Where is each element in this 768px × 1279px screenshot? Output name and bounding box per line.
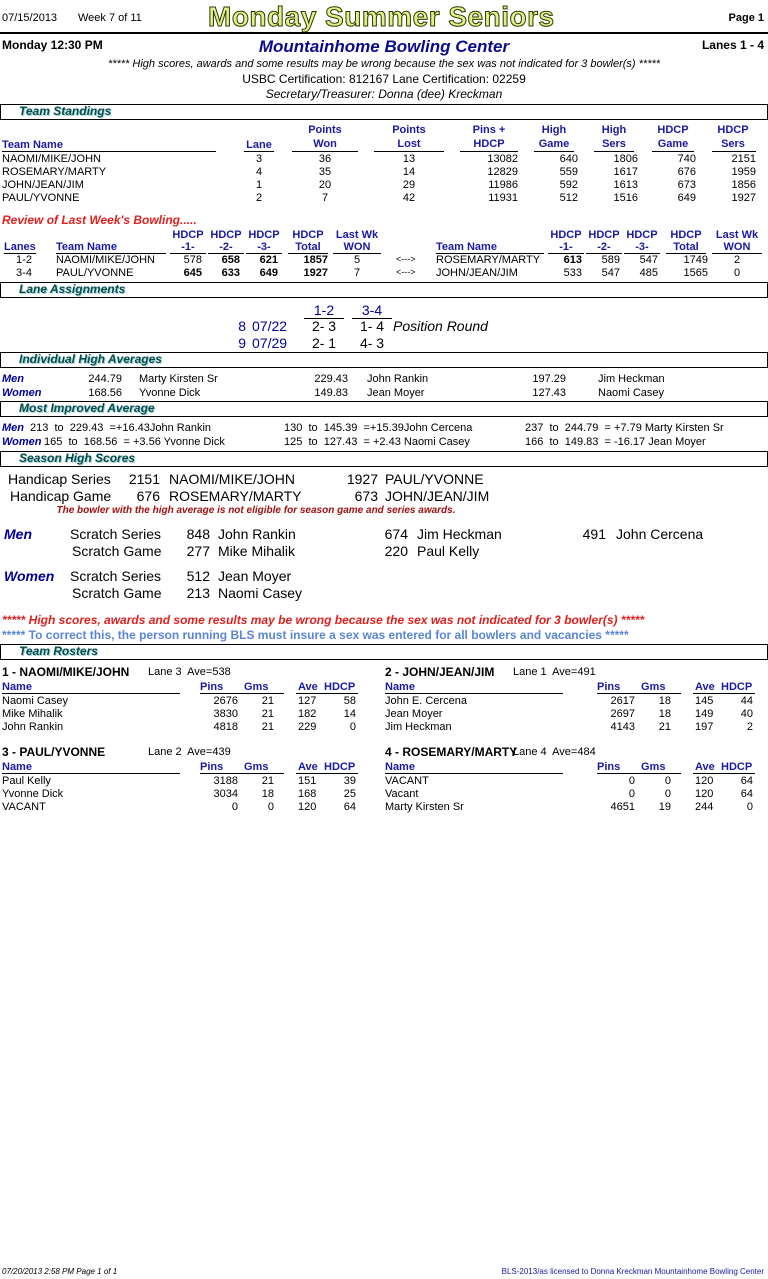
roster-col-name: Name bbox=[385, 681, 563, 694]
team-standings-header: Team Standings bbox=[0, 104, 768, 120]
roster-player-games: 0 bbox=[664, 788, 671, 800]
standings-hdcp-game: 673 bbox=[677, 179, 696, 191]
standings-points-won: 35 bbox=[318, 166, 332, 178]
standings-hdcp-sers: 2151 bbox=[731, 153, 756, 165]
roster-team-meta: Lane 2 Ave=439 bbox=[148, 746, 231, 758]
roster-team-meta: Lane 4 Ave=484 bbox=[513, 746, 596, 758]
review-col-total-left: Total bbox=[288, 241, 328, 254]
roster-player-hdcp: 39 bbox=[343, 775, 356, 787]
col-team-name: Team Name bbox=[2, 139, 63, 151]
review-lanes: 3-4 bbox=[16, 267, 32, 279]
standings-hdcp-game: 740 bbox=[677, 153, 696, 165]
review-left-team: NAOMI/MIKE/JOHN bbox=[56, 254, 156, 266]
review-col-hdcp-right: HDCP bbox=[626, 229, 658, 241]
standings-team-name: JOHN/JEAN/JIM bbox=[2, 179, 84, 191]
footer-printed: 07/20/2013 2:58 PM Page 1 of 1 bbox=[2, 1267, 118, 1276]
roster-player-pins: 0 bbox=[628, 788, 635, 800]
roster-team-title: 4 - ROSEMARY/MARTY bbox=[385, 745, 518, 759]
roster-player-name: Yvonne Dick bbox=[2, 788, 64, 800]
roster-team-title: 3 - PAUL/YVONNE bbox=[2, 745, 106, 759]
review-col-hdcp-total-left: HDCP bbox=[292, 229, 324, 241]
roster-player-average: 182 bbox=[298, 708, 317, 720]
roster-player-pins: 0 bbox=[628, 775, 635, 787]
roster-player-name: John E. Cercena bbox=[385, 695, 467, 707]
roster-player-average: 120 bbox=[695, 788, 714, 800]
col-lane: Lane bbox=[246, 139, 272, 151]
roster-player-hdcp: 0 bbox=[746, 801, 753, 813]
sex-warning: ***** High scores, awards and some results may be wrong because the sex was not indicated for 3 bowler(s) ***** bbox=[2, 613, 645, 627]
review-col-game-right: -1- bbox=[548, 241, 584, 254]
lane-week: 9 bbox=[238, 335, 246, 351]
standings-points-lost: 29 bbox=[402, 179, 416, 191]
roster-player-hdcp: 40 bbox=[740, 708, 753, 720]
standings-hdcp-game: 649 bbox=[677, 192, 696, 204]
roster-col-name: Name bbox=[2, 681, 180, 694]
hdcp-series-team-2: PAUL/YVONNE bbox=[385, 471, 484, 487]
roster-team-title: 1 - NAOMI/MIKE/JOHN bbox=[2, 665, 130, 679]
review-col-hdcp-left: HDCP bbox=[210, 229, 242, 241]
review-right-won: 2 bbox=[733, 254, 741, 266]
men-scratch-game-label: Scratch Game bbox=[72, 543, 162, 559]
col-hdcp-game-1: HDCP bbox=[657, 124, 689, 136]
col-hdcp-sers-2: Sers bbox=[721, 138, 745, 150]
high-avg-value: 149.83 bbox=[314, 387, 348, 399]
roster-player-name: Jim Heckman bbox=[385, 721, 452, 733]
roster-player-hdcp: 58 bbox=[343, 695, 356, 707]
standings-points-won: 7 bbox=[321, 192, 329, 204]
roster-col-gms: Gms bbox=[244, 681, 269, 693]
col-high-sers-2: Sers bbox=[602, 138, 626, 150]
lanes-range: Lanes 1 - 4 bbox=[701, 38, 764, 52]
standings-team-name: ROSEMARY/MARTY bbox=[2, 166, 107, 178]
men-scratch-game-score: 277 bbox=[186, 543, 210, 559]
roster-player-pins: 2617 bbox=[610, 695, 635, 707]
col-high-sers-1: High bbox=[601, 124, 627, 136]
review-right-game-3: 547 bbox=[639, 254, 658, 266]
review-col-hdcp-right: HDCP bbox=[588, 229, 620, 241]
standings-hdcp-sers: 1856 bbox=[731, 179, 756, 191]
high-avg-name: Marty Kirsten Sr bbox=[139, 373, 218, 385]
review-vs-arrow: <---> bbox=[396, 254, 416, 264]
secretary: Secretary/Treasurer: Donna (dee) Kreckman bbox=[265, 87, 503, 101]
season-women-label: Women bbox=[4, 568, 55, 584]
review-right-game-2: 589 bbox=[601, 254, 620, 266]
high-avg-women-label: Women bbox=[2, 387, 42, 399]
hdcp-series-label: Handicap Series bbox=[8, 471, 111, 487]
roster-player-hdcp: 14 bbox=[343, 708, 356, 720]
lane-col-1-2: 1-2 bbox=[304, 302, 344, 319]
review-col-won-right: WON bbox=[712, 241, 762, 254]
roster-player-pins: 2676 bbox=[213, 695, 238, 707]
roster-player-average: 197 bbox=[695, 721, 714, 733]
men-scratch-series-bowler: Jim Heckman bbox=[417, 526, 502, 542]
roster-player-name: VACANT bbox=[2, 801, 46, 813]
roster-player-average: 149 bbox=[695, 708, 714, 720]
col-hdcp-sers-1: HDCP bbox=[717, 124, 749, 136]
roster-col-pins: Pins bbox=[597, 681, 621, 693]
roster-player-average: 244 bbox=[695, 801, 714, 813]
standings-lane: 3 bbox=[255, 153, 263, 165]
standings-pins-hdcp: 12829 bbox=[487, 166, 518, 178]
review-col-game-left: -2- bbox=[208, 241, 244, 254]
roster-player-average: 127 bbox=[298, 695, 317, 707]
roster-player-hdcp: 0 bbox=[349, 721, 356, 733]
review-right-total: 1749 bbox=[683, 254, 708, 266]
review-right-team: JOHN/JEAN/JIM bbox=[436, 267, 518, 279]
roster-player-pins: 3188 bbox=[213, 775, 238, 787]
improved-entry: 213 to 229.43 =+16.43John Rankin bbox=[30, 422, 212, 434]
most-improved-header: Most Improved Average bbox=[0, 401, 768, 417]
women-scratch-series-bowler: Jean Moyer bbox=[218, 568, 292, 584]
review-col-team-left: Team Name bbox=[56, 241, 117, 253]
roster-player-games: 21 bbox=[261, 695, 274, 707]
standings-points-lost: 13 bbox=[402, 153, 416, 165]
roster-player-average: 168 bbox=[298, 788, 317, 800]
col-points-lost-2: Lost bbox=[397, 138, 421, 150]
high-avg-value: 168.56 bbox=[88, 387, 122, 399]
standings-points-lost: 42 bbox=[402, 192, 416, 204]
league-title: Monday Summer Seniors bbox=[208, 1, 555, 32]
roster-player-average: 120 bbox=[695, 775, 714, 787]
lane-pair-3-4: 1- 4 bbox=[359, 318, 385, 334]
improved-entry: 130 to 145.39 =+15.39John Cercena bbox=[284, 422, 473, 434]
high-avg-name: John Rankin bbox=[367, 373, 429, 385]
roster-player-pins: 2697 bbox=[610, 708, 635, 720]
lane-assignments-header: Lane Assignments bbox=[0, 282, 768, 298]
roster-col-pins: Pins bbox=[200, 681, 224, 693]
roster-player-games: 18 bbox=[658, 695, 671, 707]
col-high-game-1: High bbox=[541, 124, 567, 136]
review-col-game-left: -3- bbox=[246, 241, 282, 254]
footer-license: BLS-2013/as licensed to Donna Kreckman Mountainhome Bowling Center bbox=[501, 1267, 764, 1276]
standings-lane: 4 bbox=[255, 166, 263, 178]
col-hdcp-game-2: Game bbox=[657, 138, 689, 150]
review-col-game-right: -2- bbox=[586, 241, 622, 254]
review-right-game-1: 533 bbox=[563, 267, 582, 279]
season-high-header: Season High Scores bbox=[0, 451, 768, 467]
hdcp-series-score-1: 2151 bbox=[128, 471, 160, 487]
high-avg-value: 244.79 bbox=[88, 373, 122, 385]
team-rosters-header: Team Rosters bbox=[0, 644, 768, 660]
warning-text: ***** High scores, awards and some results may be wrong because the sex was not indicated for 3 bowler(s) ***** bbox=[107, 58, 661, 70]
review-right-game-1: 613 bbox=[563, 254, 582, 266]
standings-points-won: 20 bbox=[318, 179, 332, 191]
roster-player-average: 151 bbox=[298, 775, 317, 787]
hdcp-game-score-2: 673 bbox=[354, 488, 378, 504]
day-time: Monday 12:30 PM bbox=[2, 38, 103, 52]
roster-col-pins: Pins bbox=[200, 761, 224, 773]
high-avg-name: Naomi Casey bbox=[598, 387, 665, 399]
men-scratch-series-score: 491 bbox=[582, 526, 606, 542]
standings-lane: 1 bbox=[255, 179, 263, 191]
roster-player-games: 0 bbox=[267, 801, 274, 813]
men-scratch-series-label: Scratch Series bbox=[70, 526, 162, 542]
standings-high-sers: 1617 bbox=[613, 166, 638, 178]
review-left-total: 1927 bbox=[303, 267, 328, 279]
roster-player-games: 21 bbox=[658, 721, 671, 733]
standings-high-sers: 1806 bbox=[613, 153, 638, 165]
high-avg-name: Jean Moyer bbox=[367, 387, 425, 399]
roster-col-hdcp: HDCP bbox=[324, 681, 356, 693]
men-scratch-series-score: 848 bbox=[186, 526, 210, 542]
improved-men-label: Men bbox=[2, 422, 24, 434]
roster-player-name: Paul Kelly bbox=[2, 775, 51, 787]
improved-entry: 166 to 149.83 = -16.17 Jean Moyer bbox=[525, 436, 706, 448]
review-left-game-3: 621 bbox=[259, 254, 278, 266]
standings-high-sers: 1613 bbox=[613, 179, 638, 191]
high-avg-value: 229.43 bbox=[314, 373, 348, 385]
review-title: Review of Last Week's Bowling..... bbox=[2, 213, 197, 227]
review-right-team: ROSEMARY/MARTY bbox=[436, 254, 541, 266]
review-col-lastwk-left: Last Wk bbox=[335, 229, 379, 241]
review-right-total: 1565 bbox=[683, 267, 708, 279]
standings-lane: 2 bbox=[255, 192, 263, 204]
roster-player-pins: 4143 bbox=[610, 721, 635, 733]
roster-player-name: John Rankin bbox=[2, 721, 64, 733]
roster-player-name: Marty Kirsten Sr bbox=[385, 801, 464, 813]
improved-entry: 165 to 168.56 = +3.56 Yvonne Dick bbox=[44, 436, 225, 448]
roster-team-meta: Lane 3 Ave=538 bbox=[148, 666, 231, 678]
col-pins-1: Pins + bbox=[472, 124, 506, 136]
standings-points-won: 36 bbox=[318, 153, 332, 165]
review-left-game-2: 633 bbox=[221, 267, 240, 279]
roster-player-hdcp: 44 bbox=[740, 695, 753, 707]
roster-player-hdcp: 64 bbox=[343, 801, 356, 813]
review-left-team: PAUL/YVONNE bbox=[56, 267, 134, 279]
roster-player-hdcp: 25 bbox=[343, 788, 356, 800]
improved-women-label: Women bbox=[2, 436, 42, 448]
season-men-label: Men bbox=[4, 526, 32, 542]
roster-player-name: Vacant bbox=[385, 788, 419, 800]
men-scratch-game-bowler: Mike Mihalik bbox=[218, 543, 296, 559]
review-left-game-1: 645 bbox=[183, 267, 202, 279]
roster-player-games: 0 bbox=[664, 775, 671, 787]
review-vs-arrow: <---> bbox=[396, 267, 416, 277]
roster-col-hdcp: HDCP bbox=[721, 681, 753, 693]
women-scratch-game-label: Scratch Game bbox=[72, 585, 162, 601]
standings-hdcp-sers: 1959 bbox=[731, 166, 756, 178]
hdcp-game-label: Handicap Game bbox=[10, 488, 112, 504]
standings-pins-hdcp: 11931 bbox=[488, 192, 518, 204]
improved-entry: 125 to 127.43 = +2.43 Naomi Casey bbox=[284, 436, 470, 448]
review-left-won: 5 bbox=[353, 254, 361, 266]
review-col-total-right: Total bbox=[666, 241, 706, 254]
roster-player-games: 21 bbox=[261, 775, 274, 787]
standings-high-sers: 1516 bbox=[613, 192, 638, 204]
review-col-hdcp-left: HDCP bbox=[172, 229, 204, 241]
men-scratch-series-bowler: John Rankin bbox=[218, 526, 296, 542]
high-avg-value: 197.29 bbox=[532, 373, 566, 385]
hdcp-series-score-2: 1927 bbox=[346, 471, 378, 487]
standings-pins-hdcp: 11986 bbox=[488, 179, 518, 191]
review-col-lanes: Lanes bbox=[4, 241, 36, 253]
review-col-won-left: WON bbox=[333, 241, 381, 254]
correct-notice: ***** To correct this, the person running BLS must insure a sex was entered for all bowlers and vacancies ***** bbox=[2, 628, 629, 642]
lane-date: 07/22 bbox=[252, 318, 288, 334]
women-scratch-series-label: Scratch Series bbox=[70, 568, 162, 584]
standings-high-game: 512 bbox=[559, 192, 578, 204]
col-points-won-1: Points bbox=[308, 124, 342, 136]
roster-player-hdcp: 2 bbox=[746, 721, 753, 733]
women-scratch-series-score: 512 bbox=[186, 568, 210, 584]
hdcp-game-team-2: JOHN/JEAN/JIM bbox=[385, 488, 490, 504]
high-avg-men-label: Men bbox=[2, 373, 24, 385]
women-scratch-game-bowler: Naomi Casey bbox=[218, 585, 303, 601]
lane-note: Position Round bbox=[393, 318, 488, 334]
roster-col-ave: Ave bbox=[695, 761, 715, 773]
roster-col-name: Name bbox=[385, 761, 563, 774]
roster-player-name: Mike Mihalik bbox=[2, 708, 63, 720]
high-avg-name: Yvonne Dick bbox=[139, 387, 201, 399]
lane-col-3-4: 3-4 bbox=[352, 302, 392, 319]
roster-player-games: 18 bbox=[261, 788, 274, 800]
roster-player-pins: 4651 bbox=[610, 801, 635, 813]
improved-entry: 237 to 244.79 = +7.79 Marty Kirsten Sr bbox=[525, 422, 724, 434]
roster-player-pins: 3830 bbox=[213, 708, 238, 720]
men-scratch-series-bowler: John Cercena bbox=[616, 526, 704, 542]
high-avg-value: 127.43 bbox=[532, 387, 566, 399]
roster-player-average: 120 bbox=[298, 801, 317, 813]
roster-player-name: Naomi Casey bbox=[2, 695, 69, 707]
review-col-game-right: -3- bbox=[624, 241, 660, 254]
standings-team-name: PAUL/YVONNE bbox=[2, 192, 80, 204]
roster-team-title: 2 - JOHN/JEAN/JIM bbox=[385, 665, 495, 679]
review-right-game-2: 547 bbox=[601, 267, 620, 279]
standings-hdcp-game: 676 bbox=[677, 166, 696, 178]
roster-player-games: 19 bbox=[658, 801, 671, 813]
col-points-lost-1: Points bbox=[392, 124, 426, 136]
women-scratch-game-score: 213 bbox=[186, 585, 210, 601]
review-left-game-2: 658 bbox=[221, 254, 240, 266]
roster-col-name: Name bbox=[2, 761, 180, 774]
men-scratch-game-bowler: Paul Kelly bbox=[417, 543, 480, 559]
review-left-won: 7 bbox=[353, 267, 361, 279]
review-col-hdcp-left: HDCP bbox=[248, 229, 280, 241]
lane-pair-1-2: 2- 3 bbox=[311, 318, 337, 334]
roster-player-hdcp: 64 bbox=[740, 788, 753, 800]
hdcp-game-score-1: 676 bbox=[136, 488, 160, 504]
col-high-game-2: Game bbox=[538, 138, 570, 150]
roster-col-ave: Ave bbox=[298, 681, 318, 693]
center-name: Mountainhome Bowling Center bbox=[258, 37, 510, 56]
standings-high-game: 592 bbox=[559, 179, 578, 191]
roster-col-pins: Pins bbox=[597, 761, 621, 773]
roster-player-games: 18 bbox=[658, 708, 671, 720]
standings-high-game: 640 bbox=[559, 153, 578, 165]
roster-player-pins: 4818 bbox=[213, 721, 238, 733]
report-date: 07/15/2013 bbox=[2, 12, 58, 24]
roster-col-ave: Ave bbox=[695, 681, 715, 693]
roster-player-games: 21 bbox=[261, 721, 274, 733]
lane-week: 8 bbox=[238, 318, 246, 334]
col-pins-2: HDCP bbox=[473, 138, 505, 150]
roster-player-name: Jean Moyer bbox=[385, 708, 443, 720]
roster-col-gms: Gms bbox=[641, 681, 666, 693]
roster-col-ave: Ave bbox=[298, 761, 318, 773]
high-avg-name: Jim Heckman bbox=[598, 373, 665, 385]
roster-player-name: VACANT bbox=[385, 775, 429, 787]
ineligible-note: The bowler with the high average is not eligible for season game and series awards. bbox=[56, 505, 456, 516]
review-col-team-right: Team Name bbox=[436, 241, 497, 253]
lane-date: 07/29 bbox=[252, 335, 288, 351]
high-averages-header: Individual High Averages bbox=[0, 352, 768, 368]
roster-col-gms: Gms bbox=[641, 761, 666, 773]
header-rule bbox=[0, 32, 768, 34]
roster-team-meta: Lane 1 Ave=491 bbox=[513, 666, 596, 678]
review-lanes: 1-2 bbox=[16, 254, 32, 266]
review-col-lastwk-right: Last Wk bbox=[715, 229, 759, 241]
standings-team-name: NAOMI/MIKE/JOHN bbox=[2, 153, 102, 165]
standings-hdcp-sers: 1927 bbox=[731, 192, 756, 204]
page-number: Page 1 bbox=[728, 12, 764, 24]
review-right-game-3: 485 bbox=[639, 267, 658, 279]
review-left-game-1: 578 bbox=[183, 254, 202, 266]
lane-pair-3-4: 4- 3 bbox=[359, 335, 385, 351]
roster-player-average: 229 bbox=[298, 721, 317, 733]
men-scratch-series-score: 674 bbox=[384, 526, 408, 542]
review-right-won: 0 bbox=[733, 267, 741, 279]
roster-player-pins: 3034 bbox=[213, 788, 238, 800]
standings-points-lost: 14 bbox=[402, 166, 416, 178]
roster-col-gms: Gms bbox=[244, 761, 269, 773]
review-left-game-3: 649 bbox=[259, 267, 278, 279]
roster-player-pins: 0 bbox=[231, 801, 238, 813]
hdcp-series-team-1: NAOMI/MIKE/JOHN bbox=[169, 471, 296, 487]
review-col-hdcp-right: HDCP bbox=[550, 229, 582, 241]
roster-col-hdcp: HDCP bbox=[324, 761, 356, 773]
roster-col-hdcp: HDCP bbox=[721, 761, 753, 773]
review-left-total: 1857 bbox=[303, 254, 328, 266]
standings-pins-hdcp: 13082 bbox=[487, 153, 518, 165]
week-label: Week 7 of 11 bbox=[78, 12, 142, 24]
lane-pair-1-2: 2- 1 bbox=[311, 335, 337, 351]
roster-player-games: 21 bbox=[261, 708, 274, 720]
roster-player-hdcp: 64 bbox=[740, 775, 753, 787]
roster-player-average: 145 bbox=[695, 695, 714, 707]
standings-high-game: 559 bbox=[559, 166, 578, 178]
hdcp-game-team-1: ROSEMARY/MARTY bbox=[169, 488, 302, 504]
review-col-hdcp-total-right: HDCP bbox=[670, 229, 702, 241]
certification: USBC Certification: 812167 Lane Certification: 02259 bbox=[242, 72, 526, 86]
col-points-won-2: Won bbox=[313, 138, 337, 150]
review-col-game-left: -1- bbox=[170, 241, 206, 254]
men-scratch-game-score: 220 bbox=[384, 543, 408, 559]
